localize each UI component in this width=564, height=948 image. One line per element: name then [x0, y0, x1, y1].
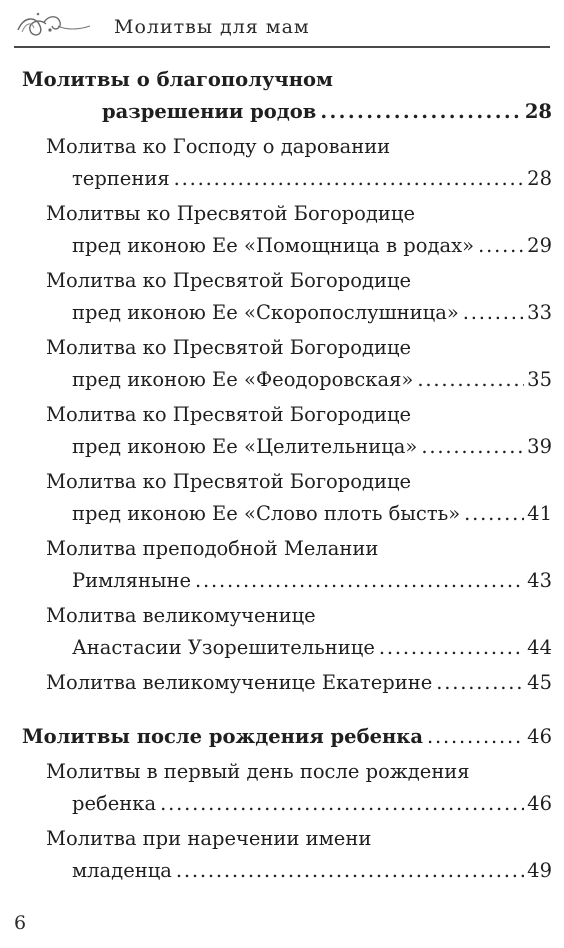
- toc-page-number: 45: [527, 671, 552, 694]
- toc-entry[interactable]: [22, 399, 552, 463]
- toc-page-number: 28: [527, 167, 552, 190]
- toc-page-number: 44: [527, 636, 552, 659]
- dot-leader: [320, 96, 522, 128]
- toc-entry[interactable]: [22, 198, 552, 262]
- dot-leader: [427, 721, 524, 753]
- table-of-contents: [22, 64, 552, 887]
- toc-page-number: 29: [527, 234, 552, 257]
- dot-leader: [463, 297, 524, 329]
- toc-entry-title: Молитва ко Пресвятой Богородице: [46, 269, 412, 292]
- dot-leader: [176, 855, 524, 887]
- toc-entry[interactable]: [22, 131, 552, 195]
- toc-page-number: 35: [527, 368, 552, 391]
- toc-entry-title: Молитва великомученице: [46, 604, 316, 627]
- toc-section-entry[interactable]: [22, 64, 552, 128]
- toc-page-number: 46: [527, 792, 552, 815]
- toc-entry-title: Молитва ко Господу о даровании: [46, 135, 391, 158]
- toc-entry-title: Молитва ко Пресвятой Богородице: [46, 336, 412, 359]
- toc-entry[interactable]: [22, 265, 552, 329]
- toc-entry[interactable]: [22, 332, 552, 396]
- toc-entry[interactable]: [22, 533, 552, 597]
- toc-entry[interactable]: [22, 756, 552, 820]
- toc-entry-title-cont: пред иконою Ее «Помощница в родах»: [72, 234, 475, 257]
- toc-entry-title-cont: пред иконою Ее «Слово плоть бысть»: [72, 502, 461, 525]
- toc-entry-title: Молитва при наречении имени: [46, 827, 372, 850]
- toc-entry[interactable]: [22, 600, 552, 664]
- dot-leader: [421, 431, 524, 463]
- dot-leader: [195, 565, 524, 597]
- toc-page-number: 28: [524, 100, 552, 123]
- toc-entry-title: Молитва ко Пресвятой Богородице: [46, 470, 412, 493]
- dot-leader: [464, 498, 524, 530]
- toc-page-number: 43: [527, 569, 552, 592]
- toc-page-number: 33: [527, 301, 552, 324]
- header-rule: [14, 46, 550, 48]
- running-title: Молитвы для мам: [114, 16, 310, 38]
- toc-entry-title: Молитва преподобной Мелании: [46, 537, 379, 560]
- page-number-folio: 6: [14, 912, 27, 934]
- toc-entry[interactable]: [22, 466, 552, 530]
- toc-entry[interactable]: [22, 823, 552, 887]
- toc-entry-title-cont: пред иконою Ее «Феодоровская»: [72, 368, 414, 391]
- toc-page-number: 41: [527, 502, 552, 525]
- dot-leader: [417, 364, 524, 396]
- dot-leader: [174, 163, 525, 195]
- dot-leader: [379, 632, 524, 664]
- toc-entry[interactable]: [22, 667, 552, 699]
- floral-flourish-icon: [14, 8, 92, 42]
- toc-entry-title-cont: младенца: [72, 859, 172, 882]
- dot-leader: [160, 788, 524, 820]
- toc-entry-title: Молитва великомученице Екатерине: [46, 671, 433, 694]
- toc-entry-title-cont: терпения: [72, 167, 170, 190]
- toc-entry-title-cont: Анастасии Узорешительнице: [72, 636, 375, 659]
- toc-section-entry[interactable]: [22, 721, 552, 753]
- toc-page-number: 39: [527, 435, 552, 458]
- toc-entry-title: Молитвы ко Пресвятой Богородице: [46, 202, 415, 225]
- dot-leader: [478, 230, 524, 262]
- running-header: [14, 4, 550, 48]
- toc-entry-title: Молитвы после рождения ребенка: [22, 725, 423, 748]
- dot-leader: [436, 667, 524, 699]
- toc-page-number: 46: [527, 725, 552, 748]
- toc-entry-title-cont: пред иконою Ее «Скоропослушница»: [72, 301, 459, 324]
- toc-entry-title-cont: разрешении родов: [102, 100, 317, 123]
- toc-entry-title-cont: Римляныне: [72, 569, 192, 592]
- toc-entry-title-cont: ребенка: [72, 792, 157, 815]
- toc-page-number: 49: [527, 859, 552, 882]
- toc-entry-title-cont: пред иконою Ее «Целительница»: [72, 435, 418, 458]
- toc-entry-title: Молитвы о благополучном: [22, 68, 333, 91]
- toc-entry-title: Молитвы в первый день после рождения: [46, 760, 470, 783]
- toc-entry-title: Молитва ко Пресвятой Богородице: [46, 403, 412, 426]
